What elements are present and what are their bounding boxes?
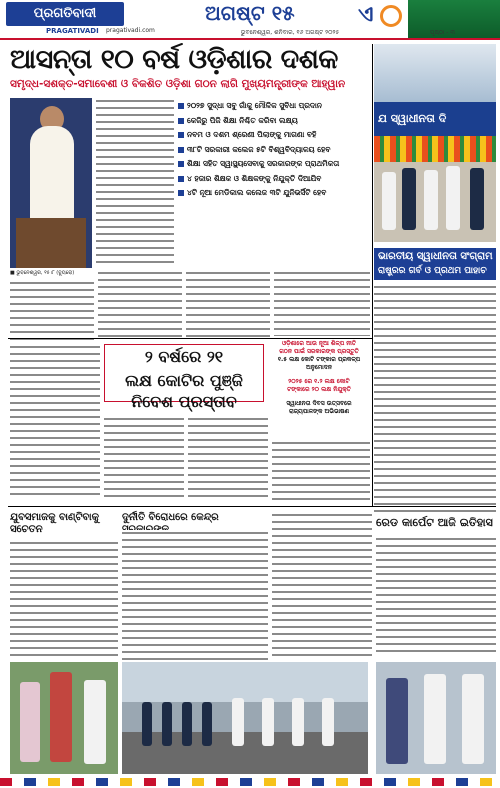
photo-figure bbox=[50, 672, 72, 762]
text-lines bbox=[96, 98, 174, 268]
text-lines bbox=[272, 512, 372, 660]
photo-figure bbox=[402, 168, 416, 230]
square-icon bbox=[178, 118, 184, 124]
square-icon bbox=[178, 176, 184, 182]
photo-banner: ଯ ସ୍ୱାଧୀନତା ଦି bbox=[374, 102, 496, 136]
text-lines bbox=[98, 270, 182, 340]
highlight-line: ଗଠନ ପାଇଁ ସରକାରଙ୍କ ପ୍ରସ୍ତୁତି bbox=[279, 348, 359, 355]
special-edition-title: ଅଗଷ୍ଟ ୧୫ bbox=[205, 1, 295, 25]
photo-caption: ■ ଭୁବନେଶ୍ୱର, ୧୫।୮ (ବ୍ୟୁରୋ) bbox=[10, 270, 75, 276]
square-icon bbox=[178, 103, 184, 109]
bullet-text: ୨୦୨୭ ସୁଦ୍ଧା ସବୁ ଗାଁକୁ ମୌଳିକ ସୁବିଧା ପ୍ରଦାନ bbox=[187, 101, 322, 110]
bullet-text: ୪ ହଜାର ଶିକ୍ଷକ ଓ ଶିକ୍ଷକଙ୍କୁ ନିଯୁକ୍ତି ଦିଆଯିବ bbox=[187, 173, 322, 183]
bullet-text: ନବମ ଓ ଦଶମ ଶ୍ରେଣୀ ପିଲାଙ୍କୁ ମାଗଣା ବହି bbox=[187, 130, 317, 139]
photo-figure bbox=[470, 168, 484, 230]
story-right-headline: ରେଡ କାର୍ପେଟ ଆଜି ଇତିହାସ bbox=[376, 516, 493, 529]
page-number: ପୃଷ୍ଠା - ୩ bbox=[430, 29, 455, 36]
photo-ground bbox=[374, 162, 496, 242]
square-icon bbox=[178, 132, 184, 138]
investment-text-col-2 bbox=[104, 416, 184, 500]
text-lines bbox=[272, 440, 370, 500]
text-lines bbox=[374, 284, 496, 512]
bullet-item bbox=[178, 143, 370, 158]
freedom-line-1: ଭାରତୀୟ ସ୍ୱାଧୀନତା ସଂଗ୍ରାମ bbox=[378, 251, 493, 262]
section-divider bbox=[8, 338, 372, 339]
highlight-line: ରାଜ୍ୟପାଳଙ୍କ ଅଭିଭାଷଣ bbox=[288, 408, 350, 415]
story-mid-text-2 bbox=[272, 512, 372, 660]
bullet-item bbox=[178, 128, 370, 143]
square-icon bbox=[178, 190, 184, 196]
photo-figure bbox=[232, 698, 244, 746]
investment-highlights bbox=[268, 340, 370, 416]
bullet-text: ୪ଟି ନୂଆ ମେଡିକାଲ କଲେଜ ୩ଟି ଯୁନିଭର୍ସିଟି ହେବ bbox=[187, 188, 327, 197]
text-lines bbox=[376, 536, 496, 652]
investment-headline-3: ନିବେଶ ପ୍ରସ୍ତାବ bbox=[131, 392, 237, 411]
freedom-struggle-box bbox=[374, 248, 496, 280]
highlight-line: ୧.୫ ଲକ୍ଷ କୋଟି ଟଙ୍କାର ପ୍ରକଳ୍ପ ଅନୁମୋଦନ bbox=[277, 356, 361, 371]
story-mid-text bbox=[122, 530, 268, 660]
story-left-text bbox=[10, 540, 118, 656]
text-lines bbox=[186, 270, 270, 340]
photo-figure bbox=[292, 698, 304, 746]
text-lines bbox=[10, 344, 100, 500]
masthead bbox=[0, 0, 500, 40]
investment-text-col-4 bbox=[272, 440, 370, 500]
photo-figure bbox=[446, 166, 460, 230]
text-lines bbox=[274, 270, 370, 336]
highlight-line: ସ୍ୱାଧୀନତା ଦିବସ ଉତ୍ସବରେ bbox=[286, 400, 352, 407]
photo-flower-bed bbox=[374, 136, 496, 162]
photo-figure bbox=[386, 678, 408, 764]
square-icon bbox=[178, 161, 184, 167]
bullet-text: କେଜିରୁ ପିଜି ଶିକ୍ଷା ନିଶ୍ଚିତ କରିବା ଲକ୍ଷ୍ୟ bbox=[187, 115, 298, 125]
photo-figure bbox=[142, 702, 152, 746]
section-divider bbox=[8, 506, 496, 507]
freedom-story-text bbox=[374, 284, 496, 512]
print-registration-marks bbox=[0, 778, 500, 786]
bullet-item bbox=[178, 172, 370, 187]
text-lines bbox=[122, 530, 268, 660]
lead-subhead: ସମୃଦ୍ଧ-ସଶକ୍ତ-ସମାବେଶୀ ଓ ବିକଶିତ ଓଡ଼ିଶା ଗଠନ ଲାଗି ମୁଖ୍ୟମନ୍ତ୍ରୀଙ୍କ ଆହ୍ୱାନ bbox=[10, 78, 346, 90]
photo-figure bbox=[424, 170, 438, 230]
chief-minister-photo bbox=[10, 98, 92, 268]
highlight-line: ୨୦୨୫ ରେ ୧.୨ ଲକ୍ଷ କୋଟି bbox=[288, 378, 350, 385]
logo-english: PRAGATIVADI bbox=[46, 27, 99, 35]
body-column bbox=[186, 270, 270, 340]
text-lines bbox=[104, 416, 184, 500]
bottom-photo-left bbox=[10, 662, 118, 774]
photo-figure bbox=[322, 698, 334, 746]
ring-icon bbox=[380, 5, 402, 27]
photo-figure bbox=[182, 702, 192, 746]
bullet-item bbox=[178, 157, 370, 172]
photo-sky bbox=[122, 662, 368, 702]
bottom-photo-parade bbox=[122, 662, 368, 774]
photo-figure bbox=[462, 674, 484, 764]
text-lines bbox=[10, 540, 118, 656]
parade-photo bbox=[374, 44, 496, 242]
photo-figure bbox=[84, 680, 106, 764]
bullet-item bbox=[178, 114, 370, 129]
emblem-number: ଏ bbox=[358, 1, 374, 27]
story-left-headline: ଯୁବସମାଜକୁ ବାଣ୍ଟିବାକୁ ସଚେତନ bbox=[10, 512, 100, 535]
highlight-line: ଓଡ଼ିଶାରେ ଆଉ ନୂଆ ଶିଳ୍ପ ନୀତି bbox=[281, 340, 357, 347]
lead-column-1 bbox=[96, 98, 174, 268]
bullet-item bbox=[178, 99, 370, 114]
column-divider bbox=[372, 44, 373, 506]
investment-headline-2: ଲକ୍ଷ କୋଟିର ପୁଞ୍ଜି bbox=[125, 371, 243, 390]
photo-figure bbox=[382, 172, 396, 230]
photo-figure bbox=[424, 674, 446, 764]
dateline: ଭୁବନେଶ୍ୱର, ଶନିବାର, ୧୬ ଅଗଷ୍ଟ ୨୦୨୫ bbox=[240, 29, 340, 36]
logo-url: pragativadi.com bbox=[106, 27, 155, 34]
photo-figure bbox=[202, 702, 212, 746]
lead-headline: ଆସନ୍ତା ୧୦ ବର୍ଷ ଓଡ଼ିଶାର ଦଶକ bbox=[10, 44, 338, 75]
lead-bullets bbox=[178, 99, 370, 201]
investment-text-col-1 bbox=[10, 344, 100, 500]
story-right-text bbox=[376, 536, 496, 652]
photo-podium bbox=[16, 218, 86, 268]
story-mid-headline: ଦୁର୍ନୀତି ବିରୋଧରେ କେନ୍ଦ୍ର bbox=[122, 512, 219, 523]
photo-figure bbox=[262, 698, 274, 746]
logo-text: ପ୍ରଗତିବାଦୀ bbox=[6, 2, 124, 26]
body-column bbox=[274, 270, 370, 336]
body-column bbox=[10, 280, 94, 340]
photo-figure bbox=[162, 702, 172, 746]
photo-figure bbox=[20, 682, 40, 762]
highlight-line: ଟଙ୍କାରେ ୨୦ ଲକ୍ଷ ନିଯୁକ୍ତି bbox=[287, 386, 351, 393]
text-lines bbox=[10, 280, 94, 340]
body-column bbox=[98, 270, 182, 340]
bullet-text: ଶିକ୍ଷା ସହିତ ସ୍ୱାସ୍ଥ୍ୟସେବାକୁ ସରକାରଙ୍କ ପ୍ରାଥମିକତା bbox=[187, 159, 340, 168]
bottom-photo-right bbox=[376, 662, 496, 774]
square-icon bbox=[178, 147, 184, 153]
bullet-item bbox=[178, 186, 370, 201]
freedom-line-2: ରାଷ୍ଟ୍ରର ଗର୍ବ ଓ ପ୍ରଥମ ପାହାଚ bbox=[378, 266, 487, 276]
logo[interactable] bbox=[6, 2, 156, 38]
text-lines bbox=[188, 416, 268, 500]
investment-text-col-3 bbox=[188, 416, 268, 500]
bullet-text: ୩୮ଟି ସରକାରୀ କଲେଜ ୫ଟି ବିଶ୍ୱବିଦ୍ୟାଳୟ ହେବ bbox=[187, 144, 331, 154]
investment-headline-1: ୨ ବର୍ଷରେ ୨୧ bbox=[144, 347, 224, 366]
